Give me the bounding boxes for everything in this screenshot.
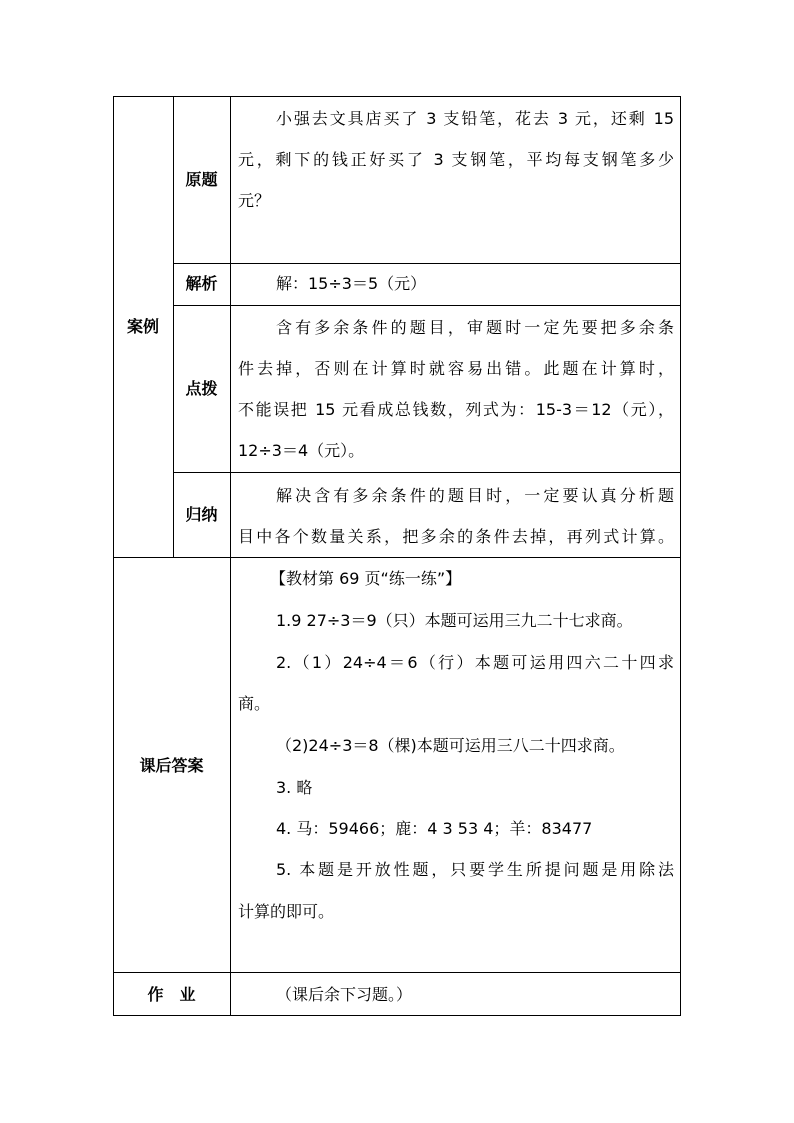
original-label: 原题	[185, 170, 218, 189]
answers-line-2: 1.9 27÷3＝9（只）本题可运用三九二十七求商。	[276, 611, 633, 630]
homework-text: （课后余下习题。）	[276, 985, 413, 1004]
original-line-3: 元？	[238, 191, 271, 210]
original-line-1: 小强去文具店买了 3 支铅笔，花去 3 元，还剩 15	[276, 109, 674, 128]
col-divider-content	[230, 96, 231, 1016]
table-right-border	[680, 96, 681, 1016]
answers-line-5: （2)24÷3＝8（棵)本题可运用三八二十四求商。	[276, 736, 625, 755]
summary-label: 归纳	[185, 505, 218, 524]
tips-line-3: 不能误把 15 元看成总钱数，列式为：15-3＝12（元），	[238, 400, 674, 419]
analysis-label: 解析	[185, 274, 218, 293]
tips-line-2: 件去掉，否则在计算时就容易出错。此题在计算时，	[238, 359, 674, 378]
row-divider-case	[113, 557, 681, 558]
col-divider-case-sub	[173, 96, 174, 558]
table-top-border	[113, 96, 681, 97]
table-bottom-border	[113, 1015, 681, 1016]
row-divider-original	[173, 263, 681, 264]
original-line-2: 元，剩下的钱正好买了 3 支钢笔，平均每支钢笔多少	[238, 150, 674, 169]
tips-line-1: 含有多余条件的题目，审题时一定先要把多余条	[276, 318, 674, 337]
row-divider-analysis	[173, 305, 681, 306]
summary-line-1: 解决含有多余条件的题目时，一定要认真分析题	[276, 486, 674, 505]
table-left-border	[113, 96, 114, 1016]
analysis-line-1: 解：15÷3＝5（元）	[276, 274, 427, 293]
case-label: 案例	[126, 317, 159, 336]
row-divider-tips	[173, 472, 681, 473]
answers-line-8: 5. 本题是开放性题，只要学生所提问题是用除法	[276, 860, 674, 879]
summary-line-2: 目中各个数量关系，把多余的条件去掉，再列式计算。	[238, 527, 674, 546]
answers-label: 课后答案	[139, 756, 204, 775]
answers-line-9: 计算的即可。	[238, 902, 335, 921]
homework-label: 作 业	[147, 985, 196, 1004]
answers-line-1: 【教材第 69 页“练一练”】	[270, 569, 462, 588]
answers-line-6: 3. 略	[276, 778, 313, 797]
row-divider-answers	[113, 972, 681, 973]
answers-line-3: 2.（1）24÷4＝6（行）本题可运用四六二十四求	[276, 653, 674, 672]
answers-line-7: 4. 马：59466；鹿：4 3 53 4；羊：83477	[276, 819, 593, 838]
answers-line-4: 商。	[238, 694, 271, 713]
tips-label: 点拨	[185, 379, 218, 398]
tips-line-4: 12÷3＝4（元）。	[238, 441, 365, 460]
